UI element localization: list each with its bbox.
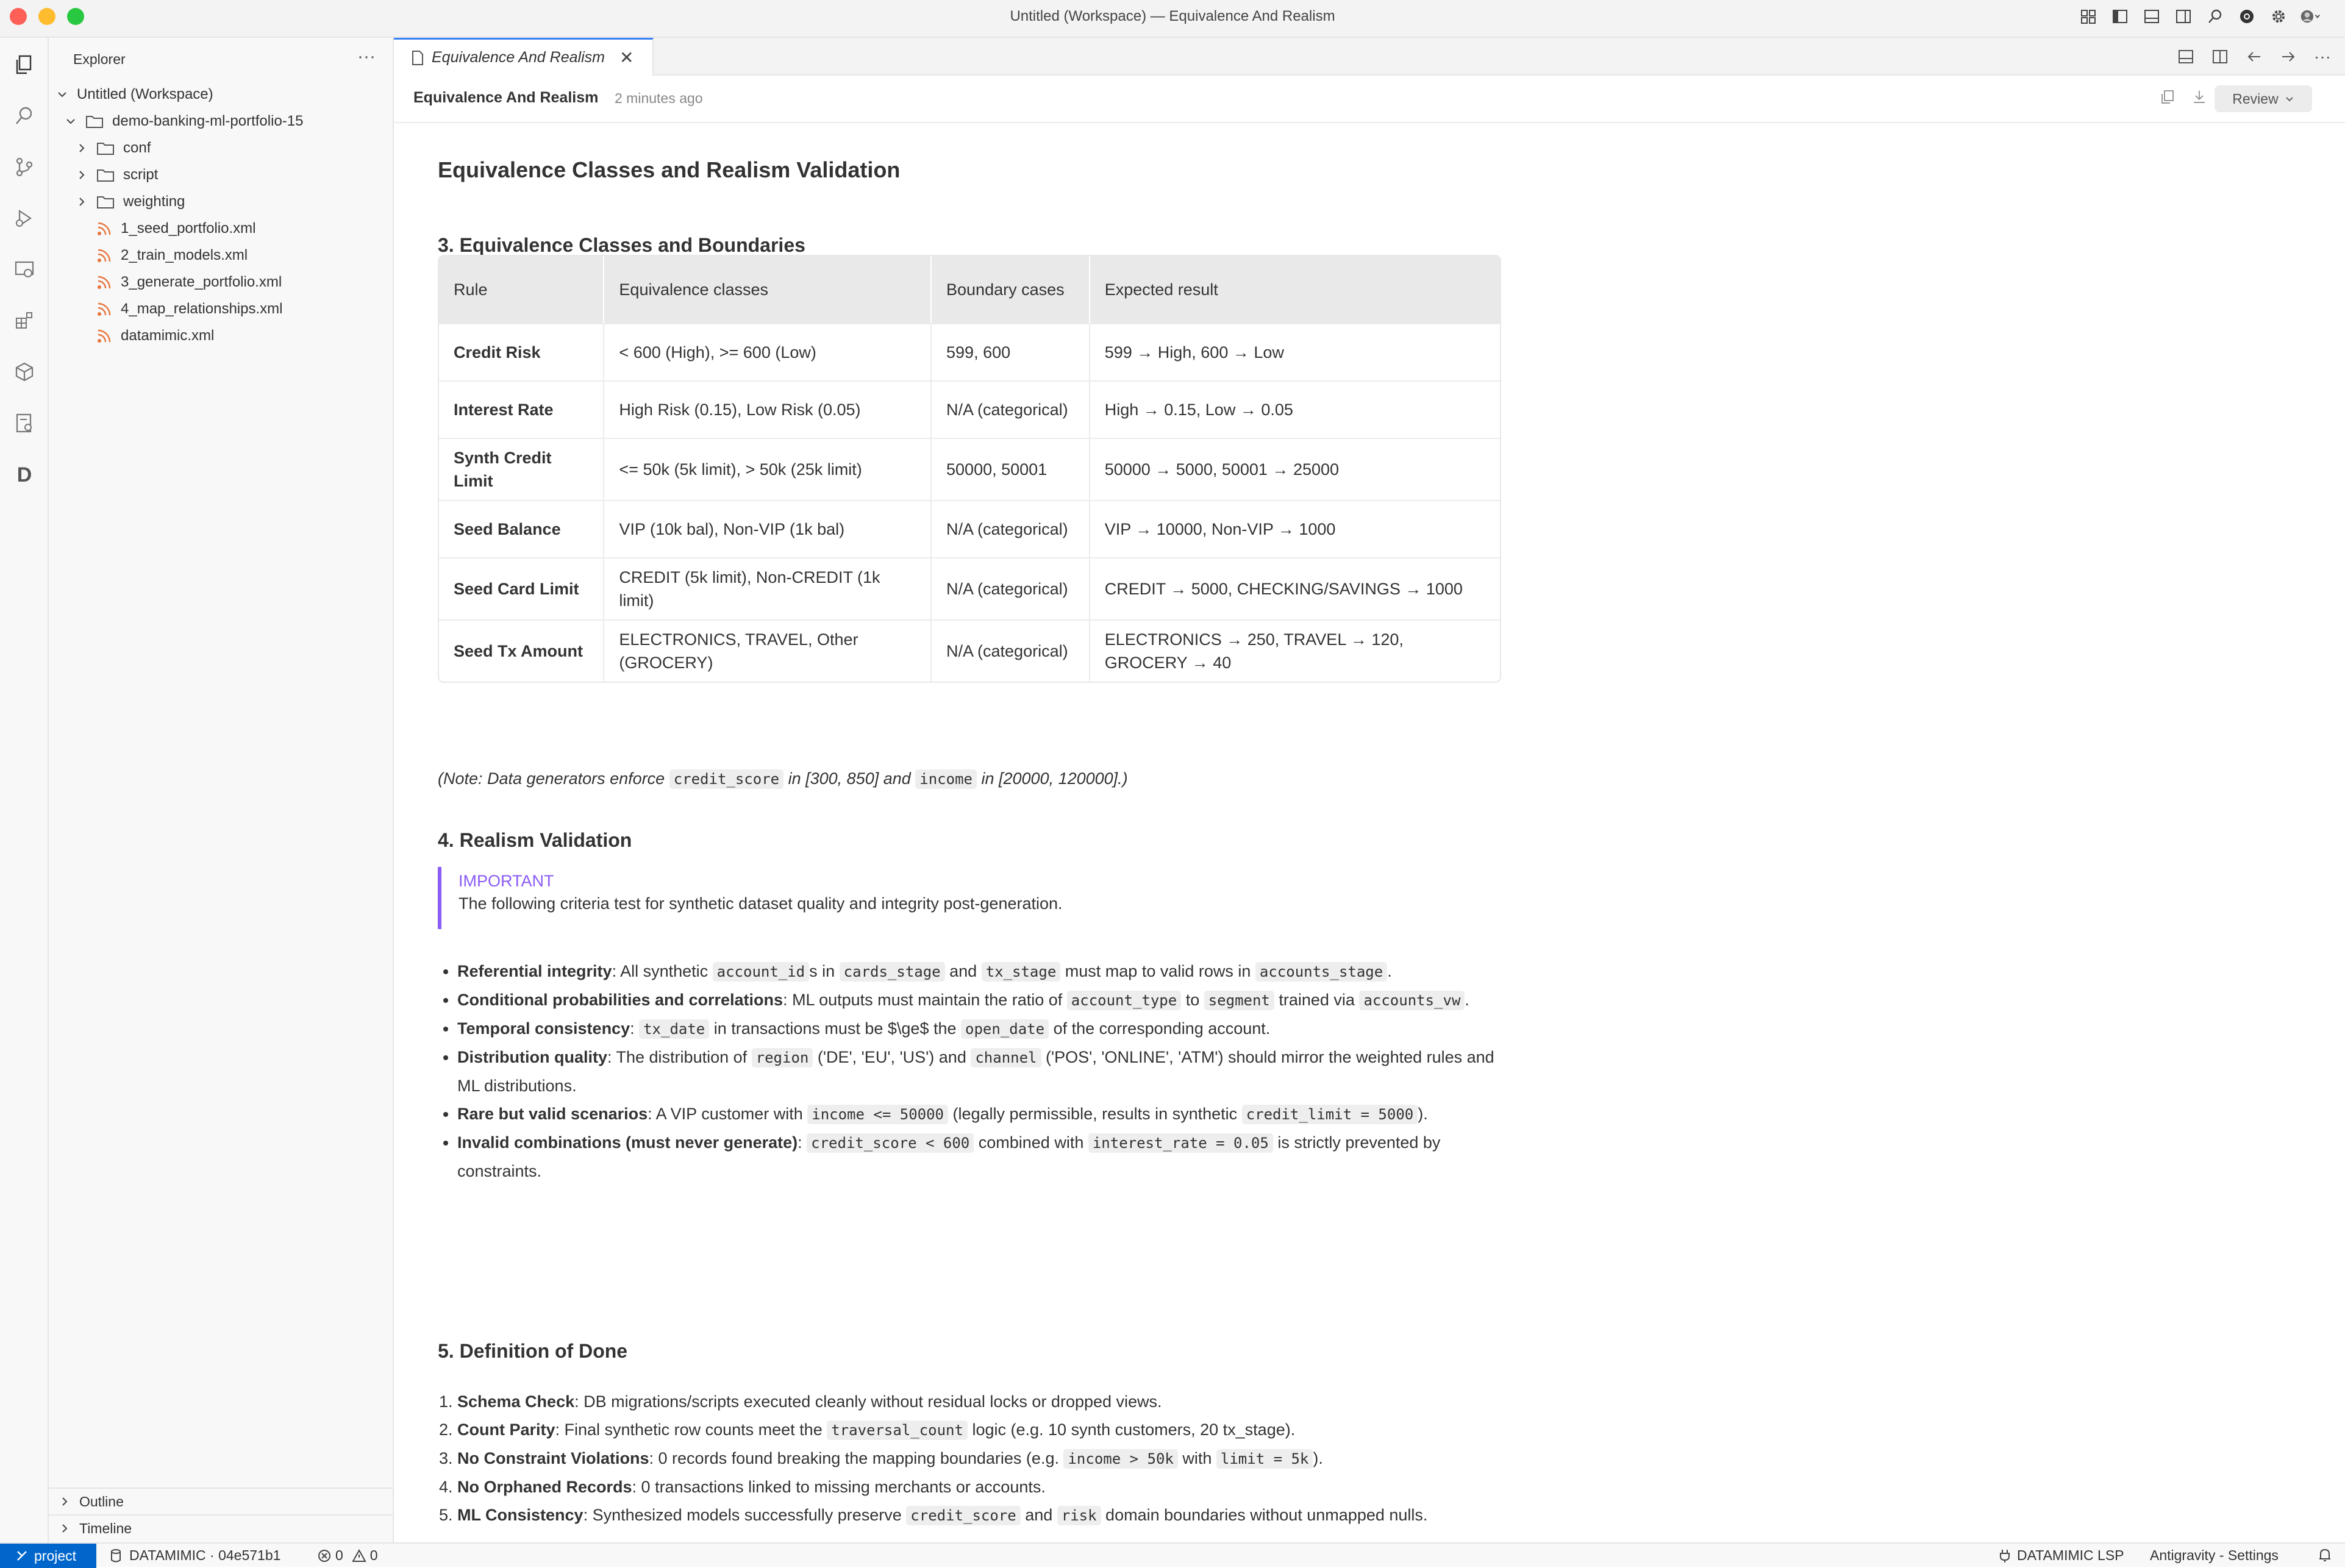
layout-customize-icon[interactable] bbox=[2078, 6, 2099, 27]
list-item-text: : 0 transactions linked to missing merchants or accounts. bbox=[632, 1478, 1046, 1496]
table-row bbox=[439, 557, 1500, 619]
search-icon[interactable] bbox=[10, 101, 39, 130]
cell-boundary: 599, 600 bbox=[932, 323, 1090, 380]
list-item-text: logic (e.g. 10 synth customers, 20 tx_stage). bbox=[967, 1420, 1296, 1439]
file-label: datamimic.xml bbox=[121, 327, 215, 344]
rss-file-icon bbox=[96, 301, 112, 317]
project-label: demo-banking-ml-portfolio-15 bbox=[112, 113, 304, 129]
chevron-right-icon bbox=[76, 196, 88, 208]
timeline-label: Timeline bbox=[79, 1520, 132, 1536]
note-text: in [20000, 120000].) bbox=[976, 769, 1128, 788]
inline-code: credit_score bbox=[669, 769, 783, 789]
list-item-text: : The distribution of bbox=[607, 1048, 752, 1066]
list-item-text: must map to valid rows in bbox=[1060, 962, 1255, 980]
list-item-label: Rare but valid scenarios bbox=[457, 1105, 648, 1123]
timeline-section[interactable] bbox=[49, 1514, 393, 1541]
list-item-text: ). bbox=[1313, 1449, 1323, 1467]
file-3-generate-portfolio[interactable] bbox=[96, 269, 282, 295]
inline-code: cards_stage bbox=[840, 962, 945, 982]
rss-file-icon bbox=[96, 328, 112, 344]
inline-code: income > 50k bbox=[1063, 1449, 1177, 1469]
tab-label: Equivalence And Realism bbox=[432, 49, 605, 66]
testing-icon[interactable] bbox=[10, 408, 39, 438]
list-item-text: ('POS', 'ONLINE', 'ATM') should mirror the weighted rules and ML distributions. bbox=[457, 1048, 1494, 1095]
database-icon bbox=[110, 1548, 122, 1563]
project-folder[interactable] bbox=[65, 109, 303, 134]
list-item bbox=[457, 1043, 1511, 1100]
activity-bar bbox=[0, 38, 49, 1542]
list-item bbox=[457, 957, 1511, 986]
remote-label: project bbox=[34, 1547, 77, 1564]
file-1-seed-portfolio[interactable] bbox=[96, 216, 255, 241]
list-item-text: : bbox=[798, 1133, 807, 1152]
lsp-label: DATAMIMIC LSP bbox=[2017, 1547, 2124, 1563]
status-bar bbox=[0, 1542, 2345, 1567]
cell-expected: VIP → 10000, Non-VIP → 1000 bbox=[1090, 500, 1500, 557]
toggle-panel-icon[interactable] bbox=[2175, 46, 2196, 67]
list-item-text: : ML outputs must maintain the ratio of bbox=[783, 991, 1067, 1009]
tab-equivalence-and-realism[interactable] bbox=[394, 38, 654, 76]
remote-indicator[interactable] bbox=[0, 1544, 96, 1568]
toggle-sidebar-icon[interactable] bbox=[2110, 6, 2130, 27]
cell-boundary: 50000, 50001 bbox=[932, 438, 1090, 500]
list-item-text: : bbox=[630, 1019, 640, 1038]
inline-code: tx_stage bbox=[982, 962, 1061, 982]
equivalence-table bbox=[438, 255, 1501, 683]
list-item-text: trained via bbox=[1274, 991, 1360, 1009]
cell-expected: High → 0.15, Low → 0.05 bbox=[1090, 380, 1500, 438]
file-label: 4_map_relationships.xml bbox=[121, 301, 283, 317]
list-item-text: and bbox=[1020, 1506, 1057, 1524]
cell-rule: Synth Credit Limit bbox=[439, 438, 604, 500]
table-row bbox=[439, 438, 1500, 500]
inline-code: credit_limit = 5000 bbox=[1242, 1105, 1418, 1124]
section-5-heading: 5. Definition of Done bbox=[438, 1340, 628, 1362]
list-item-text: ). bbox=[1418, 1105, 1428, 1123]
inline-code: credit_score bbox=[906, 1506, 1020, 1525]
rss-file-icon bbox=[96, 248, 112, 263]
cell-rule: Credit Risk bbox=[439, 323, 604, 380]
folder-label: weighting bbox=[123, 193, 185, 210]
chevron-down-icon bbox=[56, 88, 68, 101]
chevron-right-icon bbox=[59, 1495, 71, 1508]
cell-rule: Seed Balance bbox=[439, 500, 604, 557]
list-item-label: No Orphaned Records bbox=[457, 1478, 632, 1496]
inline-code: interest_rate = 0.05 bbox=[1088, 1133, 1273, 1153]
list-item bbox=[457, 1388, 1511, 1416]
review-button[interactable] bbox=[2215, 85, 2312, 112]
chevron-right-icon bbox=[76, 169, 88, 181]
list-item bbox=[457, 1128, 1511, 1185]
header-equivalence-classes: Equivalence classes bbox=[604, 256, 932, 323]
editor-actions bbox=[2175, 46, 2333, 67]
split-editor-icon[interactable] bbox=[2210, 46, 2230, 67]
remote-explorer-icon[interactable] bbox=[10, 255, 39, 284]
explorer-sidebar bbox=[49, 38, 394, 1542]
review-label: Review bbox=[2232, 90, 2279, 107]
title-bar-actions bbox=[2078, 6, 2321, 27]
cell-boundary: N/A (categorical) bbox=[932, 500, 1090, 557]
problems-indicator[interactable] bbox=[317, 1547, 378, 1564]
header-boundary-cases: Boundary cases bbox=[932, 256, 1090, 323]
cell-classes: <= 50k (5k limit), > 50k (25k limit) bbox=[604, 438, 932, 500]
list-item-label: Distribution quality bbox=[457, 1048, 607, 1066]
callout-title: IMPORTANT bbox=[459, 872, 554, 890]
svg-text:D: D bbox=[16, 463, 32, 485]
note-text: in [300, 850] and bbox=[783, 769, 916, 788]
chevron-down-icon bbox=[2285, 94, 2294, 104]
list-item-text: in transactions must be $\ge$ the bbox=[709, 1019, 962, 1038]
list-item-label: Referential integrity bbox=[457, 962, 612, 980]
warning-icon bbox=[352, 1548, 366, 1563]
realism-criteria-list bbox=[438, 957, 1511, 1185]
cell-boundary: N/A (categorical) bbox=[932, 619, 1090, 682]
list-item-label: Invalid combinations (must never generate) bbox=[457, 1133, 798, 1152]
workspace-label: Untitled (Workspace) bbox=[77, 86, 213, 102]
more-actions-icon[interactable]: ··· bbox=[357, 46, 376, 66]
warning-count: 0 bbox=[369, 1547, 378, 1563]
list-item-text: : Synthesized models successfully preserve bbox=[583, 1506, 907, 1524]
package-icon[interactable] bbox=[10, 357, 39, 387]
inline-code: risk bbox=[1057, 1506, 1101, 1525]
list-item bbox=[457, 1444, 1511, 1473]
cell-boundary: N/A (categorical) bbox=[932, 557, 1090, 619]
cell-expected: ELECTRONICS → 250, TRAVEL → 120, GROCERY → 40 bbox=[1090, 619, 1500, 682]
gear-icon[interactable] bbox=[2268, 6, 2289, 27]
cell-rule: Interest Rate bbox=[439, 380, 604, 438]
extensions-icon[interactable] bbox=[10, 306, 39, 335]
file-label: 3_generate_portfolio.xml bbox=[121, 274, 282, 290]
cell-expected: 50000 → 5000, 50001 → 25000 bbox=[1090, 438, 1500, 500]
list-item-text: of the corresponding account. bbox=[1049, 1019, 1271, 1038]
list-item-text: : All synthetic bbox=[612, 962, 713, 980]
settings-label: Antigravity - Settings bbox=[2150, 1547, 2279, 1563]
data-generator-note bbox=[438, 769, 1128, 788]
settings-indicator[interactable] bbox=[2150, 1547, 2279, 1564]
folder-label: conf bbox=[123, 140, 151, 156]
file-label: 2_train_models.xml bbox=[121, 247, 248, 263]
file-label: 1_seed_portfolio.xml bbox=[121, 220, 256, 237]
list-item-label: Count Parity bbox=[457, 1420, 555, 1439]
inline-code: open_date bbox=[961, 1019, 1049, 1039]
list-item-text: : DB migrations/scripts executed cleanly without residual locks or dropped views. bbox=[574, 1392, 1162, 1411]
folder-icon bbox=[96, 168, 115, 182]
run-debug-icon[interactable] bbox=[10, 204, 39, 233]
list-item-text: ('DE', 'EU', 'US') and bbox=[813, 1048, 971, 1066]
list-item-text: is strictly prevented by constraints. bbox=[457, 1133, 1441, 1180]
list-item-label: No Constraint Violations bbox=[457, 1449, 649, 1467]
tab-bar bbox=[394, 38, 2345, 76]
header-rule: Rule bbox=[439, 256, 604, 323]
folder-icon bbox=[96, 194, 115, 209]
note-text: (Note: Data generators enforce bbox=[438, 769, 669, 788]
header-expected-result: Expected result bbox=[1090, 256, 1500, 323]
list-item bbox=[457, 1473, 1511, 1501]
search-icon[interactable] bbox=[2205, 6, 2225, 27]
folder-weighting[interactable] bbox=[76, 189, 185, 215]
workspace-root[interactable] bbox=[56, 82, 213, 107]
folder-open-icon bbox=[85, 114, 104, 129]
table-header-row bbox=[439, 256, 1500, 323]
cell-rule: Seed Tx Amount bbox=[439, 619, 604, 682]
file-2-train-models[interactable] bbox=[96, 243, 248, 268]
lsp-indicator[interactable] bbox=[1999, 1547, 2124, 1564]
list-item-text: . bbox=[1465, 991, 1469, 1009]
inline-code: tx_date bbox=[639, 1019, 709, 1039]
chevron-down-icon bbox=[65, 115, 77, 127]
list-item bbox=[457, 1501, 1511, 1530]
inline-code: channel bbox=[971, 1048, 1041, 1067]
list-item-label: Conditional probabilities and correlations bbox=[457, 991, 783, 1009]
inline-code: limit = 5k bbox=[1216, 1449, 1313, 1469]
inline-code: accounts_vw bbox=[1359, 991, 1465, 1010]
table-row bbox=[439, 619, 1500, 682]
chevron-right-icon bbox=[76, 142, 88, 154]
cell-rule: Seed Card Limit bbox=[439, 557, 604, 619]
file-icon bbox=[411, 50, 424, 66]
chrome-icon[interactable] bbox=[2236, 6, 2257, 27]
cell-classes: CREDIT (5k limit), Non-CREDIT (1k limit) bbox=[604, 557, 932, 619]
list-item-text: . bbox=[1387, 962, 1392, 980]
important-callout bbox=[438, 867, 1501, 929]
rss-file-icon bbox=[96, 221, 112, 237]
inline-code: credit_score < 600 bbox=[807, 1133, 974, 1153]
rss-file-icon bbox=[96, 274, 112, 290]
toggle-secondary-sidebar-icon[interactable] bbox=[2173, 6, 2194, 27]
list-item bbox=[457, 986, 1511, 1014]
list-item-text: : Final synthetic row counts meet the bbox=[555, 1420, 827, 1439]
explorer-icon[interactable] bbox=[10, 50, 39, 79]
folder-conf[interactable] bbox=[76, 135, 151, 161]
branch-indicator[interactable] bbox=[110, 1547, 280, 1564]
close-tab-icon[interactable]: ✕ bbox=[619, 48, 634, 67]
inline-code: account_type bbox=[1067, 991, 1181, 1010]
list-item bbox=[457, 1100, 1511, 1128]
cell-expected: CREDIT → 5000, CHECKING/SAVINGS → 1000 bbox=[1090, 557, 1500, 619]
explorer-title: Explorer bbox=[73, 51, 126, 67]
cell-boundary: N/A (categorical) bbox=[932, 380, 1090, 438]
more-actions-icon[interactable]: ··· bbox=[2314, 47, 2331, 66]
definition-of-done-list bbox=[438, 1388, 1511, 1530]
folder-script[interactable] bbox=[76, 162, 158, 188]
remote-icon bbox=[16, 1550, 28, 1562]
inline-code: region bbox=[752, 1048, 813, 1067]
list-item-text: : 0 records found breaking the mapping boundaries (e.g. bbox=[649, 1449, 1064, 1467]
list-item-label: ML Consistency bbox=[457, 1506, 584, 1524]
file-datamimic[interactable] bbox=[96, 323, 214, 349]
notifications-bell-icon[interactable] bbox=[2317, 1547, 2333, 1563]
document-name: Equivalence And Realism bbox=[413, 89, 599, 106]
arrow-right-icon[interactable] bbox=[2278, 46, 2299, 67]
inline-code: segment bbox=[1204, 991, 1274, 1010]
list-item-label: Schema Check bbox=[457, 1392, 575, 1411]
folder-label: script bbox=[123, 166, 159, 183]
list-item bbox=[457, 1014, 1511, 1043]
callout-text: The following criteria test for synthetic dataset quality and integrity post-generation. bbox=[459, 894, 1063, 913]
list-item-text: and bbox=[944, 962, 982, 980]
file-4-map-relationships[interactable] bbox=[96, 296, 282, 322]
table-row bbox=[439, 380, 1500, 438]
inline-code: accounts_stage bbox=[1255, 962, 1387, 982]
window-title: Untitled (Workspace) — Equivalence And Realism bbox=[1010, 8, 1335, 24]
plug-icon bbox=[1999, 1548, 2011, 1563]
cell-classes: ELECTRONICS, TRAVEL, Other (GROCERY) bbox=[604, 619, 932, 682]
list-item-text: (legally permissible, results in synthetic bbox=[948, 1105, 1242, 1123]
document-header bbox=[394, 76, 2345, 123]
copy-icon[interactable] bbox=[2160, 89, 2175, 108]
branch-label: DATAMIMIC · 04e571b1 bbox=[129, 1547, 281, 1563]
list-item-label: Temporal consistency bbox=[457, 1019, 630, 1038]
list-item-text: to bbox=[1181, 991, 1204, 1009]
section-3-heading: 3. Equivalence Classes and Boundaries bbox=[438, 234, 805, 256]
error-count: 0 bbox=[335, 1547, 343, 1563]
cell-classes: High Risk (0.15), Low Risk (0.05) bbox=[604, 380, 932, 438]
error-icon bbox=[317, 1548, 332, 1563]
outline-section[interactable] bbox=[49, 1488, 393, 1514]
section-4-heading: 4. Realism Validation bbox=[438, 829, 632, 851]
folder-icon bbox=[96, 141, 115, 155]
table-row bbox=[439, 500, 1500, 557]
inline-code: account_id bbox=[713, 962, 810, 982]
inline-code: traversal_count bbox=[827, 1420, 968, 1440]
source-control-icon[interactable] bbox=[10, 152, 39, 182]
list-item-text: : A VIP customer with bbox=[648, 1105, 808, 1123]
cell-expected: 599 → High, 600 → Low bbox=[1090, 323, 1500, 380]
cell-classes: VIP (10k bal), Non-VIP (1k bal) bbox=[604, 500, 932, 557]
list-item bbox=[457, 1416, 1511, 1444]
table-row bbox=[439, 323, 1500, 380]
download-icon[interactable] bbox=[2191, 89, 2207, 108]
inline-code: income <= 50000 bbox=[807, 1105, 948, 1124]
cell-classes: < 600 (High), >= 600 (Low) bbox=[604, 323, 932, 380]
account-avatar-icon[interactable] bbox=[2300, 6, 2321, 27]
doc-title: Equivalence Classes and Realism Validation bbox=[438, 157, 901, 182]
outline-label: Outline bbox=[79, 1493, 124, 1509]
inline-code: income bbox=[915, 769, 977, 789]
list-item-text: combined with bbox=[974, 1133, 1088, 1152]
title-bar bbox=[0, 0, 2345, 38]
datamimic-icon[interactable] bbox=[10, 460, 39, 489]
document-timestamp: 2 minutes ago bbox=[615, 90, 703, 106]
list-item-text: domain boundaries without unmapped nulls. bbox=[1101, 1506, 1428, 1524]
list-item-text: s in bbox=[809, 962, 840, 980]
toggle-panel-icon[interactable] bbox=[2141, 6, 2162, 27]
list-item-text: with bbox=[1177, 1449, 1216, 1467]
arrow-left-icon[interactable] bbox=[2244, 46, 2265, 67]
chevron-right-icon bbox=[59, 1522, 71, 1534]
